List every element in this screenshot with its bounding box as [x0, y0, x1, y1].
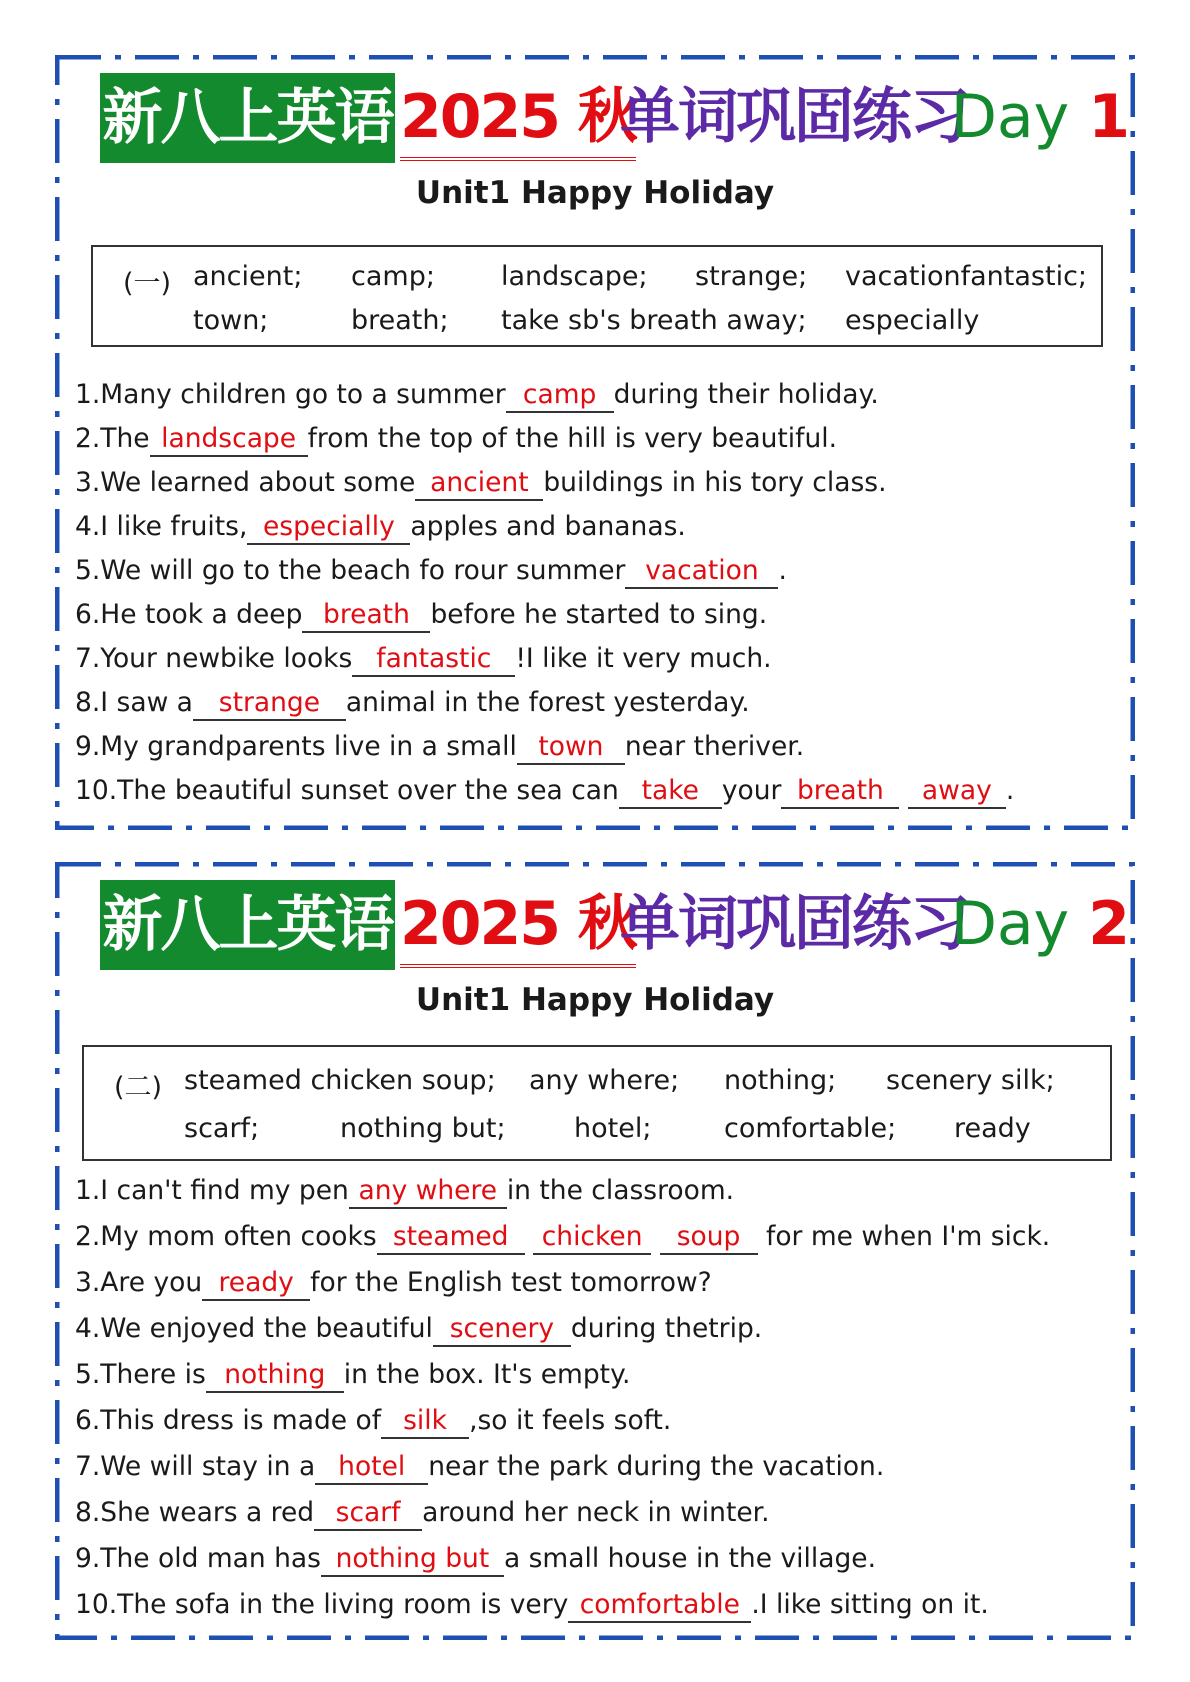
answer-blank: any where: [349, 1175, 507, 1209]
question-6: 6.This dress is made of silk ,so it feels soft.: [75, 1403, 671, 1439]
word-bank-item: vacationfantastic;: [845, 261, 1088, 292]
word-bank-item: camp;: [351, 261, 435, 292]
word-bank-item: landscape;: [501, 261, 648, 292]
question-4: 4.I like fruits, especially apples and bananas.: [75, 509, 686, 545]
answer-blank: away: [908, 775, 1006, 809]
worksheet-title: 单词巩固练习: [620, 889, 968, 959]
grade-tag: 新八上英语: [100, 73, 395, 163]
question-6: 6.He took a deep breath before he started to sing.: [75, 597, 767, 633]
question-8: 8.She wears a red scarf around her neck in winter.: [75, 1495, 770, 1531]
unit-title: Unit1 Happy Holiday: [415, 175, 775, 211]
word-bank-item: ready: [954, 1113, 1031, 1144]
word-bank-item: comfortable;: [724, 1113, 897, 1144]
answer-blank: chicken: [533, 1221, 651, 1255]
answer-blank: steamed: [377, 1221, 525, 1255]
word-bank-item: any where;: [529, 1065, 680, 1096]
worksheet-title: 单词巩固练习: [620, 82, 968, 152]
year-label: 2025 秋: [400, 77, 636, 161]
answer-blank: breath: [781, 775, 899, 809]
answer-blank: ready: [202, 1267, 310, 1301]
question-2: 2.The landscape from the top of the hill is very beautiful.: [75, 421, 837, 457]
answer-blank: silk: [381, 1405, 469, 1439]
word-bank-item: nothing;: [724, 1065, 837, 1096]
answer-blank: nothing but: [321, 1543, 504, 1577]
word-bank-marker: (二): [114, 1072, 163, 1103]
word-bank-item: breath;: [351, 305, 449, 336]
question-3: 3.We learned about some ancient buildings in his tory class.: [75, 465, 887, 501]
question-2: 2.My mom often cooks steamed chicken soup for me when I'm sick.: [75, 1219, 1050, 1255]
word-bank-item: steamed chicken soup;: [184, 1065, 496, 1096]
word-bank: [82, 1045, 1112, 1161]
day-label: Day 2: [950, 889, 1130, 959]
question-5: 5.There is nothing in the box. It's empty.: [75, 1357, 630, 1393]
word-bank-marker: (一): [123, 268, 172, 299]
answer-blank: scarf: [314, 1497, 422, 1531]
answer-blank: landscape: [150, 423, 308, 457]
answer-blank: especially: [247, 511, 410, 545]
answer-blank: scenery: [433, 1313, 571, 1347]
answer-blank: ancient: [415, 467, 543, 501]
question-9: 9.My grandparents live in a small town near theriver.: [75, 729, 804, 765]
answer-blank: take: [619, 775, 722, 809]
word-bank-item: take sb's breath away;: [501, 305, 807, 336]
word-bank-item: town;: [193, 305, 269, 336]
question-8: 8.I saw a strange animal in the forest yesterday.: [75, 685, 750, 721]
question-4: 4.We enjoyed the beautiful scenery during thetrip.: [75, 1311, 762, 1347]
title-row: [100, 73, 1130, 163]
question-9: 9.The old man has nothing but a small house in the village.: [75, 1541, 876, 1577]
answer-blank: nothing: [206, 1359, 344, 1393]
word-bank-item: scenery silk;: [886, 1065, 1055, 1096]
year-label: 2025 秋: [400, 884, 636, 968]
word-bank-item: especially: [845, 305, 980, 336]
question-7: 7.We will stay in a hotel near the park during the vacation.: [75, 1449, 884, 1485]
word-bank-item: hotel;: [574, 1113, 652, 1144]
answer-blank: camp: [506, 379, 614, 413]
question-1: 1.I can't find my pen any where in the classroom.: [75, 1173, 734, 1209]
question-1: 1.Many children go to a summer camp during their holiday.: [75, 377, 879, 413]
question-10: 10.The beautiful sunset over the sea can take your breath away .: [75, 773, 1014, 809]
answer-blank: breath: [302, 599, 430, 633]
question-3: 3.Are you ready for the English test tomorrow?: [75, 1265, 712, 1301]
answer-blank: fantastic: [352, 643, 515, 677]
unit-title: Unit1 Happy Holiday: [415, 982, 775, 1018]
question-7: 7.Your newbike looks fantastic !I like it very much.: [75, 641, 772, 677]
answer-blank: town: [517, 731, 625, 765]
answer-blank: strange: [193, 687, 346, 721]
word-bank-item: ancient;: [193, 261, 303, 292]
word-bank-item: strange;: [695, 261, 808, 292]
day2-worksheet: [55, 862, 1135, 1640]
question-10: 10.The sofa in the living room is very comfortable .I like sitting on it.: [75, 1587, 989, 1623]
grade-tag: 新八上英语: [100, 880, 395, 970]
word-bank-item: nothing but;: [340, 1113, 506, 1144]
word-bank-item: scarf;: [184, 1113, 260, 1144]
question-5: 5.We will go to the beach fo rour summer vacation .: [75, 553, 787, 589]
answer-blank: comfortable: [568, 1589, 751, 1623]
answer-blank: vacation: [625, 555, 778, 589]
word-bank: [91, 245, 1103, 347]
answer-blank: hotel: [315, 1451, 428, 1485]
day1-worksheet: [55, 55, 1135, 830]
day-label: Day 1: [950, 82, 1130, 152]
title-row: [100, 880, 1130, 970]
answer-blank: soup: [660, 1221, 758, 1255]
